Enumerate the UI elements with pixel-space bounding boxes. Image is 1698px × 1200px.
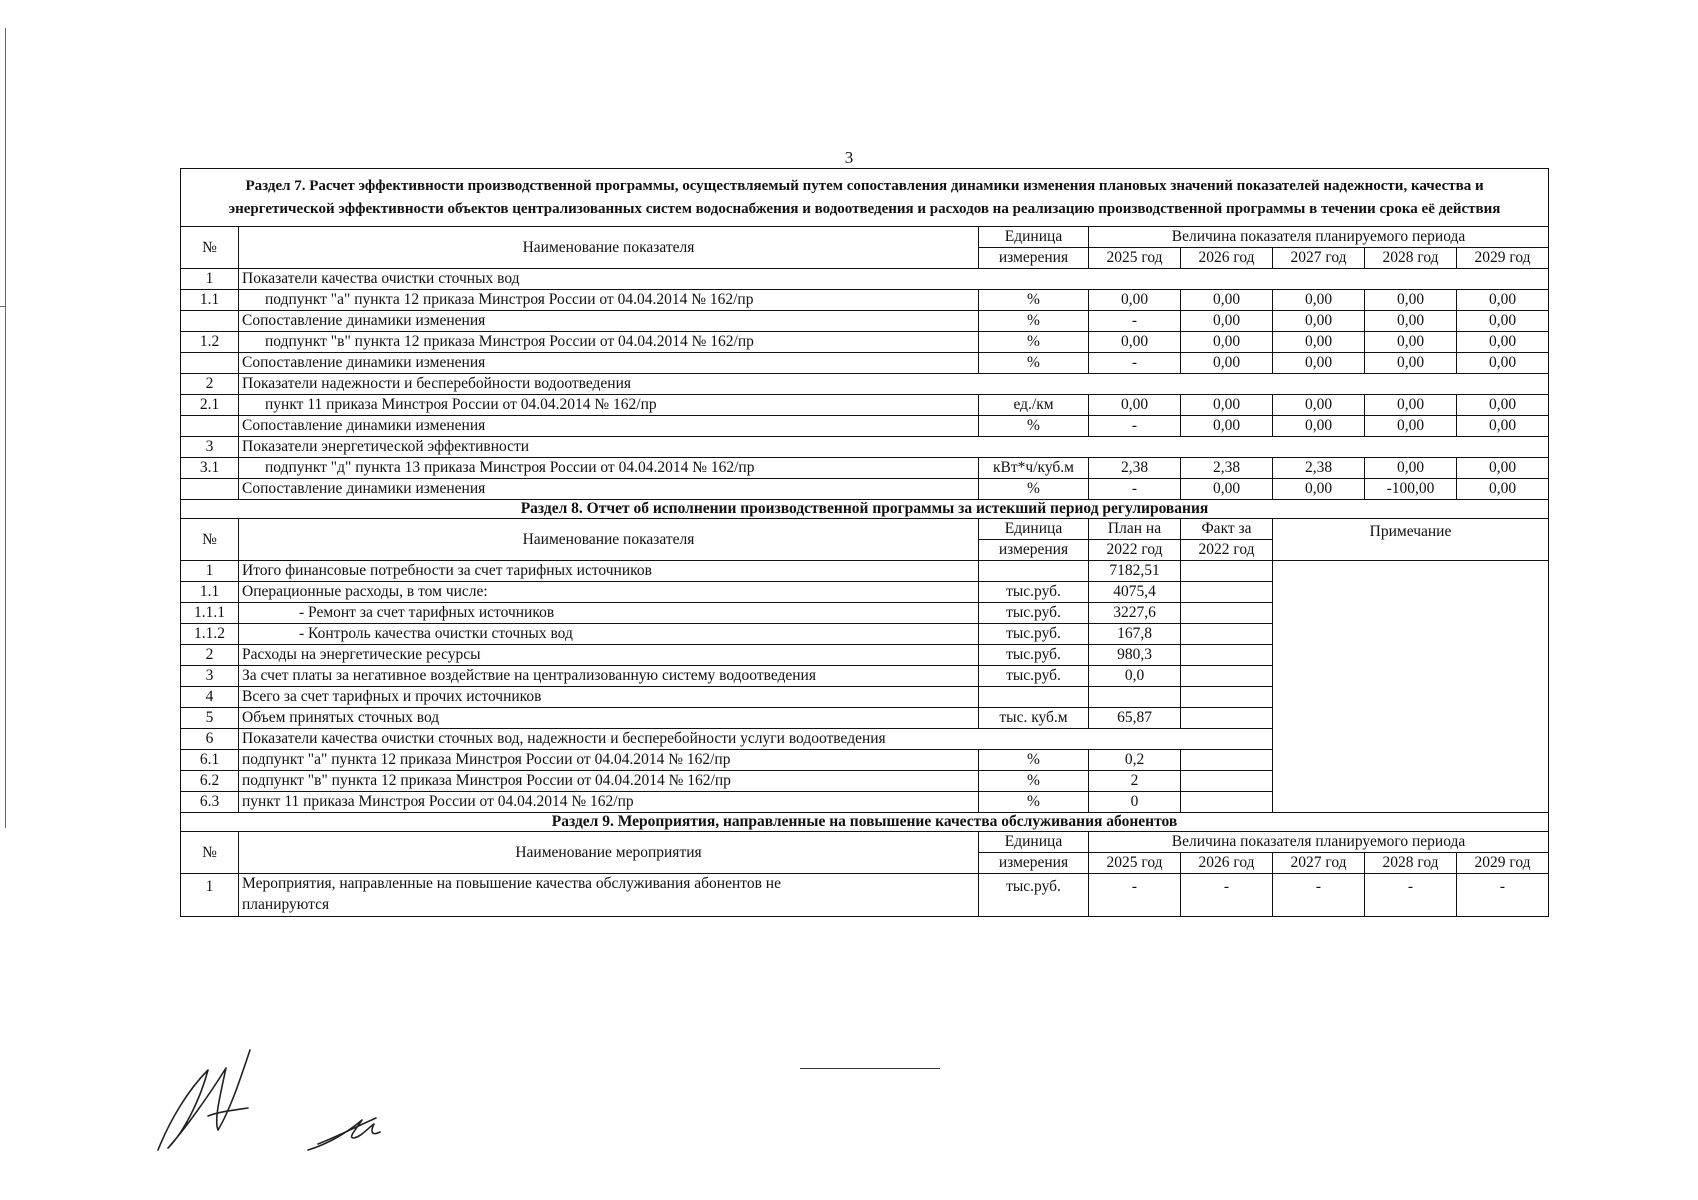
s9-header-period: Величина показателя планируемого периода <box>1089 832 1549 853</box>
row-name: Показатели надежности и бесперебойности водоотведения <box>239 374 1549 395</box>
row-name: Показатели энергетической эффективности <box>239 437 1549 458</box>
row-fact <box>1181 750 1273 771</box>
row-value: 0,00 <box>1365 332 1457 353</box>
s7-header-year: 2027 год <box>1273 248 1365 269</box>
row-num: 2 <box>181 374 239 395</box>
row-unit: тыс.руб. <box>979 603 1089 624</box>
row-fact <box>1181 561 1273 582</box>
scan-edge-tick <box>0 306 6 307</box>
row-num: 3.1 <box>181 458 239 479</box>
section8-title-row <box>181 500 1549 519</box>
row-name: Сопоставление динамики изменения <box>239 353 979 374</box>
row-num <box>181 479 239 500</box>
s9-header-year: 2029 год <box>1457 853 1549 874</box>
row-fact <box>1181 708 1273 729</box>
row-name: подпункт "в" пункта 12 приказа Минстроя России от 04.04.2014 № 162/пр <box>239 332 979 353</box>
row-plan: 980,3 <box>1089 645 1181 666</box>
row-num: 4 <box>181 687 239 708</box>
row-value: 0,00 <box>1457 479 1549 500</box>
s7-header-year: 2026 год <box>1181 248 1273 269</box>
section9-title: Раздел 9. Мероприятия, направленные на повышение качества обслуживания абонентов <box>181 813 1549 832</box>
row-unit: % <box>979 771 1089 792</box>
table-row <box>181 311 1549 332</box>
row-name: Всего за счет тарифных и прочих источников <box>239 687 979 708</box>
s7-header-unit-1: Единица <box>979 227 1089 248</box>
row-plan: 0,2 <box>1089 750 1181 771</box>
row-num: 2.1 <box>181 395 239 416</box>
s8-header-num: № <box>181 519 239 561</box>
row-value: 0,00 <box>1365 395 1457 416</box>
table-row <box>181 353 1549 374</box>
row-unit: тыс.руб. <box>979 666 1089 687</box>
row-value: 0,00 <box>1181 353 1273 374</box>
row-name: подпункт "в" пункта 12 приказа Минстроя России от 04.04.2014 № 162/пр <box>239 771 979 792</box>
s9-header-year: 2026 год <box>1181 853 1273 874</box>
row-value: 0,00 <box>1457 311 1549 332</box>
row-num: 6.1 <box>181 750 239 771</box>
row-plan: 7182,51 <box>1089 561 1181 582</box>
s8-header-name: Наименование показателя <box>239 519 979 561</box>
row-fact <box>1181 666 1273 687</box>
row-value: 0,00 <box>1181 479 1273 500</box>
row-num: 6.2 <box>181 771 239 792</box>
s8-header-plan-2: 2022 год <box>1089 540 1181 561</box>
row-fact <box>1181 624 1273 645</box>
s9-header-name: Наименование мероприятия <box>239 832 979 874</box>
table-row <box>181 269 1549 290</box>
row-value: - <box>1273 874 1365 917</box>
row-value: 0,00 <box>1457 332 1549 353</box>
row-name: Объем принятых сточных вод <box>239 708 979 729</box>
row-plan: 3227,6 <box>1089 603 1181 624</box>
row-fact <box>1181 582 1273 603</box>
row-name: пункт 11 приказа Минстроя России от 04.04.2014 № 162/пр <box>239 792 979 813</box>
handwritten-signature <box>148 1040 408 1160</box>
s9-header-num: № <box>181 832 239 874</box>
section7-header-row-1 <box>181 227 1549 248</box>
s7-header-year: 2025 год <box>1089 248 1181 269</box>
row-name: - Ремонт за счет тарифных источников <box>239 603 979 624</box>
table-row <box>181 290 1549 311</box>
row-value: - <box>1089 311 1181 332</box>
row-value: 0,00 <box>1457 458 1549 479</box>
s7-header-unit-2: измерения <box>979 248 1089 269</box>
row-fact <box>1181 687 1273 708</box>
s7-header-year: 2029 год <box>1457 248 1549 269</box>
report-table <box>180 168 1549 917</box>
row-name: Показатели качества очистки сточных вод, надежности и бесперебойности услуги водоотведения <box>239 729 1273 750</box>
row-num: 1.1 <box>181 290 239 311</box>
row-num: 1.1.2 <box>181 624 239 645</box>
table-row <box>181 458 1549 479</box>
row-plan <box>1089 687 1181 708</box>
row-value: 0,00 <box>1273 311 1365 332</box>
row-name: Итого финансовые потребности за счет тарифных источников <box>239 561 979 582</box>
section7-title: Раздел 7. Расчет эффективности производственной программы, осуществляемый путем сопоставления динамики изменения плановых значений показателей надежности, качества и энергетической эффективности объектов централизованных систем водоснабжения и водоотведения и расходов на реализацию производственной программы в течении срока её действия <box>181 169 1549 227</box>
section9-title-row <box>181 813 1549 832</box>
row-unit: кВт*ч/куб.м <box>979 458 1089 479</box>
row-value: 0,00 <box>1457 416 1549 437</box>
row-name: Операционные расходы, в том числе: <box>239 582 979 603</box>
row-value: 0,00 <box>1273 416 1365 437</box>
row-unit: % <box>979 750 1089 771</box>
row-unit: % <box>979 479 1089 500</box>
row-num <box>181 353 239 374</box>
row-unit: тыс.руб. <box>979 874 1089 917</box>
row-unit: % <box>979 332 1089 353</box>
row-name: Показатели качества очистки сточных вод <box>239 269 1549 290</box>
row-value: 0,00 <box>1365 311 1457 332</box>
row-plan: 2 <box>1089 771 1181 792</box>
row-unit: тыс.руб. <box>979 624 1089 645</box>
row-num: 1.1.1 <box>181 603 239 624</box>
row-plan: 0 <box>1089 792 1181 813</box>
row-value: 0,00 <box>1181 311 1273 332</box>
row-unit <box>979 561 1089 582</box>
row-num: 1 <box>181 561 239 582</box>
row-num: 1.2 <box>181 332 239 353</box>
row-value: 0,00 <box>1273 395 1365 416</box>
row-num <box>181 416 239 437</box>
section8-header-row-1 <box>181 519 1549 540</box>
table-row <box>181 395 1549 416</box>
row-name: - Контроль качества очистки сточных вод <box>239 624 979 645</box>
row-value: 0,00 <box>1273 290 1365 311</box>
row-value: 0,00 <box>1089 290 1181 311</box>
row-value: -100,00 <box>1365 479 1457 500</box>
section7-title-row <box>181 169 1549 227</box>
s8-header-unit-1: Единица <box>979 519 1089 540</box>
row-num: 1 <box>181 269 239 290</box>
row-value: 0,00 <box>1457 353 1549 374</box>
row-unit: тыс. куб.м <box>979 708 1089 729</box>
row-num: 3 <box>181 666 239 687</box>
section9-header-row-1 <box>181 832 1549 853</box>
row-fact <box>1181 771 1273 792</box>
s8-header-plan-1: План на <box>1089 519 1181 540</box>
row-unit: % <box>979 290 1089 311</box>
row-fact <box>1181 645 1273 666</box>
table-row <box>181 416 1549 437</box>
row-name: Расходы на энергетические ресурсы <box>239 645 979 666</box>
row-value: - <box>1089 479 1181 500</box>
row-name: Сопоставление динамики изменения <box>239 416 979 437</box>
row-value: 2,38 <box>1181 458 1273 479</box>
row-value: 0,00 <box>1181 395 1273 416</box>
row-num: 2 <box>181 645 239 666</box>
row-num: 3 <box>181 437 239 458</box>
s7-header-num: № <box>181 227 239 269</box>
row-name: подпункт "а" пункта 12 приказа Минстроя России от 04.04.2014 № 162/пр <box>239 750 979 771</box>
row-plan: 0,0 <box>1089 666 1181 687</box>
s7-header-period: Величина показателя планируемого периода <box>1089 227 1549 248</box>
row-value: - <box>1365 874 1457 917</box>
row-value: - <box>1089 874 1181 917</box>
row-value: 0,00 <box>1273 479 1365 500</box>
row-num: 1.1 <box>181 582 239 603</box>
section8-title: Раздел 8. Отчет об исполнении производственной программы за истекший период регулирования <box>181 500 1549 519</box>
table-row <box>181 479 1549 500</box>
s8-header-unit-2: измерения <box>979 540 1089 561</box>
row-name: За счет платы за негативное воздействие на централизованную систему водоотведения <box>239 666 979 687</box>
s9-header-unit-2: измерения <box>979 853 1089 874</box>
table-row <box>181 561 1549 582</box>
row-value: 0,00 <box>1273 353 1365 374</box>
row-unit: ед./км <box>979 395 1089 416</box>
signature-rule <box>800 1068 940 1069</box>
row-value: - <box>1457 874 1549 917</box>
page-number: 3 <box>844 148 854 167</box>
row-name: Мероприятия, направленные на повышение качества обслуживания абонентов не планируются <box>239 874 979 917</box>
row-unit: тыс.руб. <box>979 645 1089 666</box>
row-value: 0,00 <box>1181 332 1273 353</box>
s7-header-name: Наименование показателя <box>239 227 979 269</box>
row-unit: % <box>979 353 1089 374</box>
row-plan: 65,87 <box>1089 708 1181 729</box>
s8-header-fact-1: Факт за <box>1181 519 1273 540</box>
row-plan: 4075,4 <box>1089 582 1181 603</box>
row-num: 5 <box>181 708 239 729</box>
table-row <box>181 437 1549 458</box>
row-fact <box>1181 603 1273 624</box>
row-unit: % <box>979 311 1089 332</box>
row-value: 0,00 <box>1365 290 1457 311</box>
row-name: подпункт "а" пункта 12 приказа Минстроя России от 04.04.2014 № 162/пр <box>239 290 979 311</box>
row-value: 0,00 <box>1089 332 1181 353</box>
s9-header-year: 2027 год <box>1273 853 1365 874</box>
row-value: 0,00 <box>1273 332 1365 353</box>
s8-note-cell <box>1273 561 1549 813</box>
row-unit: % <box>979 416 1089 437</box>
s9-header-year: 2025 год <box>1089 853 1181 874</box>
row-unit: % <box>979 792 1089 813</box>
row-value: 2,38 <box>1273 458 1365 479</box>
row-value: 0,00 <box>1457 395 1549 416</box>
table-row <box>181 374 1549 395</box>
row-num: 1 <box>181 874 239 917</box>
s9-header-year: 2028 год <box>1365 853 1457 874</box>
row-value: 0,00 <box>1457 290 1549 311</box>
row-value: 0,00 <box>1365 353 1457 374</box>
row-value: 2,38 <box>1089 458 1181 479</box>
row-value: 0,00 <box>1181 290 1273 311</box>
row-value: - <box>1089 353 1181 374</box>
row-value: - <box>1089 416 1181 437</box>
document-sheet <box>180 168 1548 917</box>
row-value: 0,00 <box>1089 395 1181 416</box>
row-value: 0,00 <box>1365 416 1457 437</box>
s7-header-year: 2028 год <box>1365 248 1457 269</box>
s8-header-fact-2: 2022 год <box>1181 540 1273 561</box>
row-num <box>181 311 239 332</box>
row-unit: тыс.руб. <box>979 582 1089 603</box>
row-value: 0,00 <box>1365 458 1457 479</box>
row-value: - <box>1181 874 1273 917</box>
s8-header-note: Примечание <box>1273 519 1549 561</box>
row-name: пункт 11 приказа Минстроя России от 04.04.2014 № 162/пр <box>239 395 979 416</box>
row-value: 0,00 <box>1181 416 1273 437</box>
row-name: подпункт "д" пункта 13 приказа Минстроя России от 04.04.2014 № 162/пр <box>239 458 979 479</box>
row-plan: 167,8 <box>1089 624 1181 645</box>
row-num: 6.3 <box>181 792 239 813</box>
table-row <box>181 332 1549 353</box>
row-name: Сопоставление динамики изменения <box>239 479 979 500</box>
row-fact <box>1181 792 1273 813</box>
table-row <box>181 874 1549 917</box>
row-unit <box>979 687 1089 708</box>
row-name: Сопоставление динамики изменения <box>239 311 979 332</box>
row-num: 6 <box>181 729 239 750</box>
s9-header-unit-1: Единица <box>979 832 1089 853</box>
